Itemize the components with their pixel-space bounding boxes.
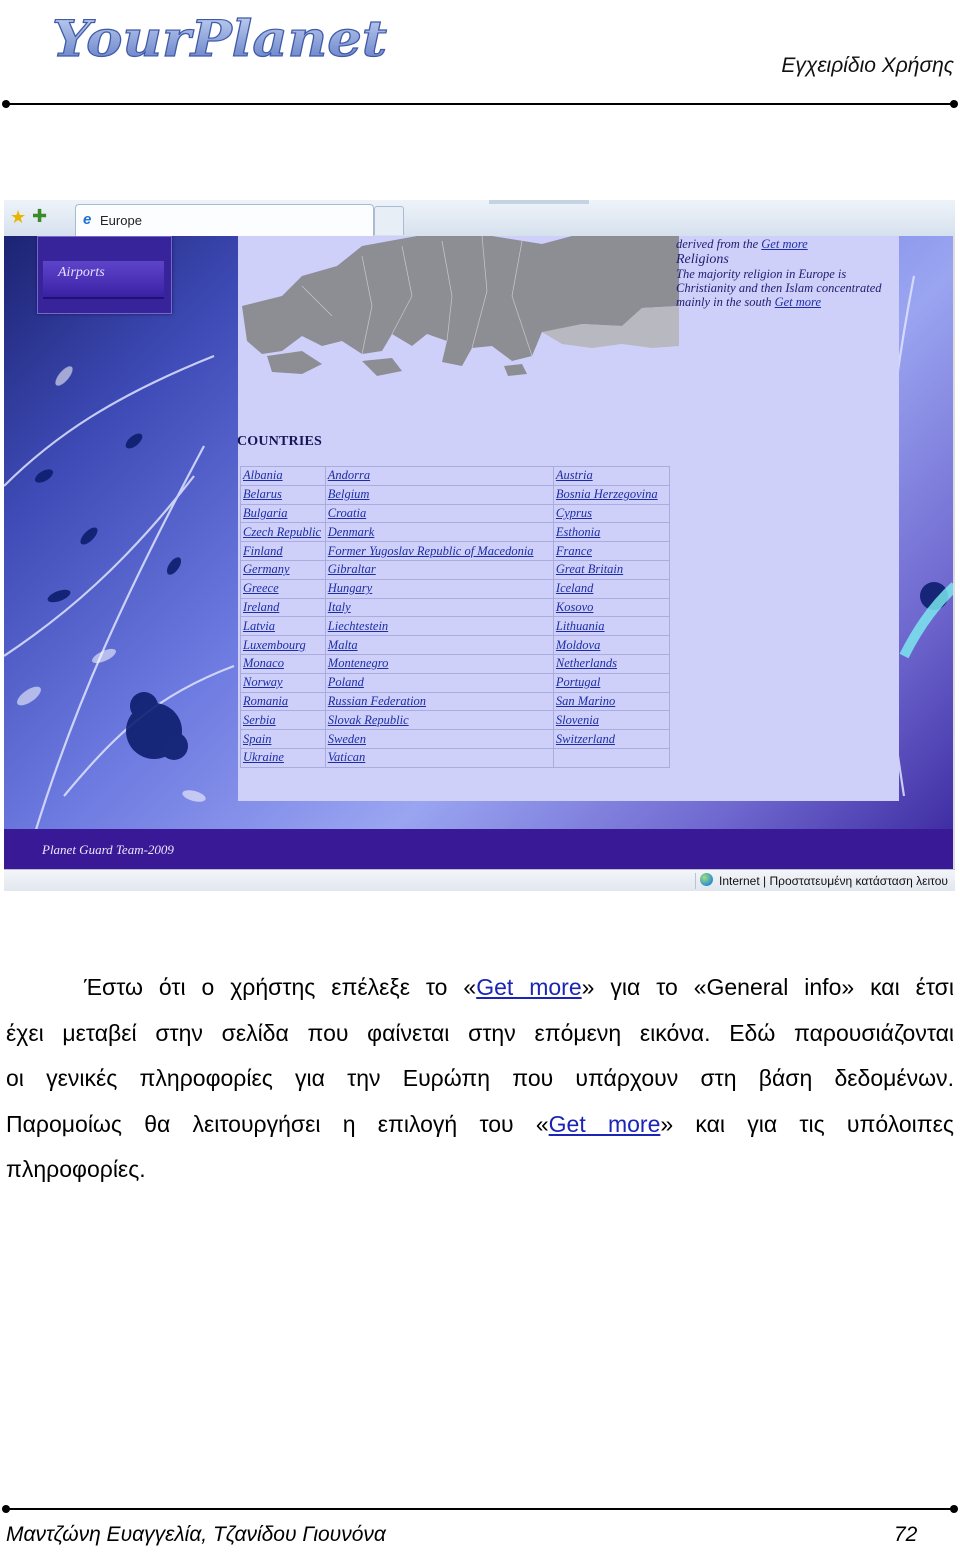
country-link[interactable]: Belgium	[325, 485, 553, 504]
country-row	[241, 467, 670, 486]
get-more-link[interactable]: Get more	[476, 974, 582, 1000]
svg-text:YourPlanet: YourPlanet	[52, 9, 387, 68]
sidebar-panel	[37, 236, 172, 314]
country-link[interactable]: Bulgaria	[241, 504, 326, 523]
country-row	[241, 748, 670, 767]
country-link[interactable]: Belarus	[241, 485, 326, 504]
country-row	[241, 542, 670, 561]
browser-tab-label: Europe	[100, 213, 142, 228]
country-link[interactable]: Portugal	[553, 673, 669, 692]
country-link[interactable]: Russian Federation	[325, 692, 553, 711]
map-side-info	[676, 237, 898, 309]
country-link[interactable]: Cyprus	[553, 504, 669, 523]
status-zone-text: Internet | Προστατευμένη κατάσταση λειτου	[719, 874, 948, 888]
country-link[interactable]: Czech Republic	[241, 523, 326, 542]
body-text: » για το «General info» και έτσι	[581, 974, 954, 1000]
country-link[interactable]: Lithuania	[553, 617, 669, 636]
body-line-2: έχει μεταβεί στην σελίδα που φαίνεται στην επόμενη εικόνα. Εδώ παρουσιάζονται	[6, 1019, 954, 1046]
religions-text: The majority religion in Europe is Christianity and then Islam concentrated mainly in the south	[676, 267, 882, 309]
country-link[interactable]: Ukraine	[241, 748, 326, 767]
country-link[interactable]: Romania	[241, 692, 326, 711]
body-text: » και για τις υπόλοιπες	[660, 1110, 954, 1137]
country-link[interactable]: Vatican	[325, 748, 553, 767]
country-link[interactable]: Moldova	[553, 636, 669, 655]
country-link[interactable]: Montenegro	[325, 654, 553, 673]
country-link[interactable]: Ireland	[241, 598, 326, 617]
country-link[interactable]: Austria	[553, 467, 669, 486]
get-more-link-2[interactable]: Get more	[774, 295, 822, 309]
country-link[interactable]: Slovenia	[553, 711, 669, 730]
countries-heading: COUNTRIES	[237, 434, 323, 449]
body-line-4	[6, 1102, 954, 1148]
country-row	[241, 692, 670, 711]
body-line-3: οι γενικές πληροφορίες για την Ευρώπη που υπάρχουν στη βάση δεδομένων.	[6, 1065, 954, 1091]
country-row	[241, 598, 670, 617]
country-link[interactable]: Former Yugoslav Republic of Macedonia	[325, 542, 553, 561]
country-row	[241, 654, 670, 673]
country-link[interactable]: Monaco	[241, 654, 326, 673]
web-page	[4, 236, 955, 869]
country-link[interactable]: Luxembourg	[241, 636, 326, 655]
body-text: Παρομοίως θα λειτουργήσει η επιλογή του «	[6, 1110, 549, 1137]
country-link[interactable]: Germany	[241, 560, 326, 579]
body-line-1	[6, 965, 954, 1011]
country-row	[241, 523, 670, 542]
country-link[interactable]: Kosovo	[553, 598, 669, 617]
country-row	[241, 560, 670, 579]
country-link[interactable]: Esthonia	[553, 523, 669, 542]
country-link[interactable]: Italy	[325, 598, 553, 617]
country-link[interactable]: San Marino	[553, 692, 669, 711]
country-link[interactable]: Slovak Republic	[325, 711, 553, 730]
religions-title: Religions	[676, 252, 729, 267]
country-row	[241, 711, 670, 730]
body-paragraph	[6, 965, 954, 1193]
yourplanet-logo	[50, 4, 395, 72]
country-link[interactable]: Gibraltar	[325, 560, 553, 579]
sidebar-item-airports[interactable]	[43, 261, 164, 299]
country-link[interactable]: Switzerland	[553, 730, 669, 749]
footer-authors: Μαντζώνη Ευαγγελία, Τζανίδου Γιουνόνα	[6, 1523, 386, 1546]
country-link[interactable]: Croatia	[325, 504, 553, 523]
browser-tab-europe[interactable]	[75, 204, 374, 237]
footer-divider	[6, 1508, 954, 1510]
get-more-link[interactable]: Get more	[548, 1110, 661, 1137]
internet-zone-globe-icon	[700, 873, 713, 886]
ie-page-icon: e	[83, 211, 92, 228]
tab-strip-decoration	[489, 200, 589, 204]
country-link[interactable]: Bosnia Herzegovina	[553, 485, 669, 504]
map-hint-text: derived from the	[676, 237, 762, 251]
favorites-star-icon[interactable]: ★	[10, 207, 27, 227]
country-row	[241, 636, 670, 655]
country-link[interactable]: Albania	[241, 467, 326, 486]
country-link[interactable]: Finland	[241, 542, 326, 561]
country-link[interactable]: Andorra	[325, 467, 553, 486]
country-link[interactable]: Iceland	[553, 579, 669, 598]
site-footer-text: Planet Guard Team-2009	[42, 842, 174, 857]
country-link[interactable]: Serbia	[241, 711, 326, 730]
add-favorites-icon[interactable]: ✚	[32, 206, 48, 226]
country-link[interactable]: Great Britain	[553, 560, 669, 579]
country-row	[241, 504, 670, 523]
country-link[interactable]: Denmark	[325, 523, 553, 542]
new-tab-button[interactable]	[374, 206, 404, 235]
status-separator	[695, 873, 696, 889]
country-link[interactable]: Netherlands	[553, 654, 669, 673]
country-row	[241, 617, 670, 636]
get-more-link-1[interactable]: Get more	[761, 237, 808, 251]
country-link[interactable]: Greece	[241, 579, 326, 598]
country-row	[241, 673, 670, 692]
europe-map	[242, 236, 679, 379]
header-divider	[6, 103, 954, 105]
country-link[interactable]: France	[553, 542, 669, 561]
country-row	[241, 485, 670, 504]
country-link[interactable]: Liechtestein	[325, 617, 553, 636]
country-link[interactable]: Poland	[325, 673, 553, 692]
browser-tab-bar	[4, 200, 955, 237]
country-link[interactable]: Hungary	[325, 579, 553, 598]
country-link[interactable]: Malta	[325, 636, 553, 655]
browser-screenshot	[4, 200, 955, 891]
country-link[interactable]: Sweden	[325, 730, 553, 749]
document-title: Εγχειρίδιο Χρήσης	[781, 54, 954, 77]
sidebar-item-label: Airports	[58, 265, 105, 280]
country-link[interactable]: Latvia	[241, 617, 326, 636]
country-link	[553, 748, 669, 767]
browser-status-bar	[4, 869, 955, 891]
country-link[interactable]: Norway	[241, 673, 326, 692]
body-line-5: πληροφορίες.	[6, 1156, 146, 1182]
body-text: Έστω ότι ο χρήστης επέλεξε το «	[84, 974, 477, 1000]
site-footer	[4, 829, 955, 869]
country-row	[241, 730, 670, 749]
country-row	[241, 579, 670, 598]
window-edge	[953, 236, 955, 869]
countries-table	[240, 466, 670, 768]
country-link[interactable]: Spain	[241, 730, 326, 749]
page-number: 72	[894, 1523, 918, 1546]
